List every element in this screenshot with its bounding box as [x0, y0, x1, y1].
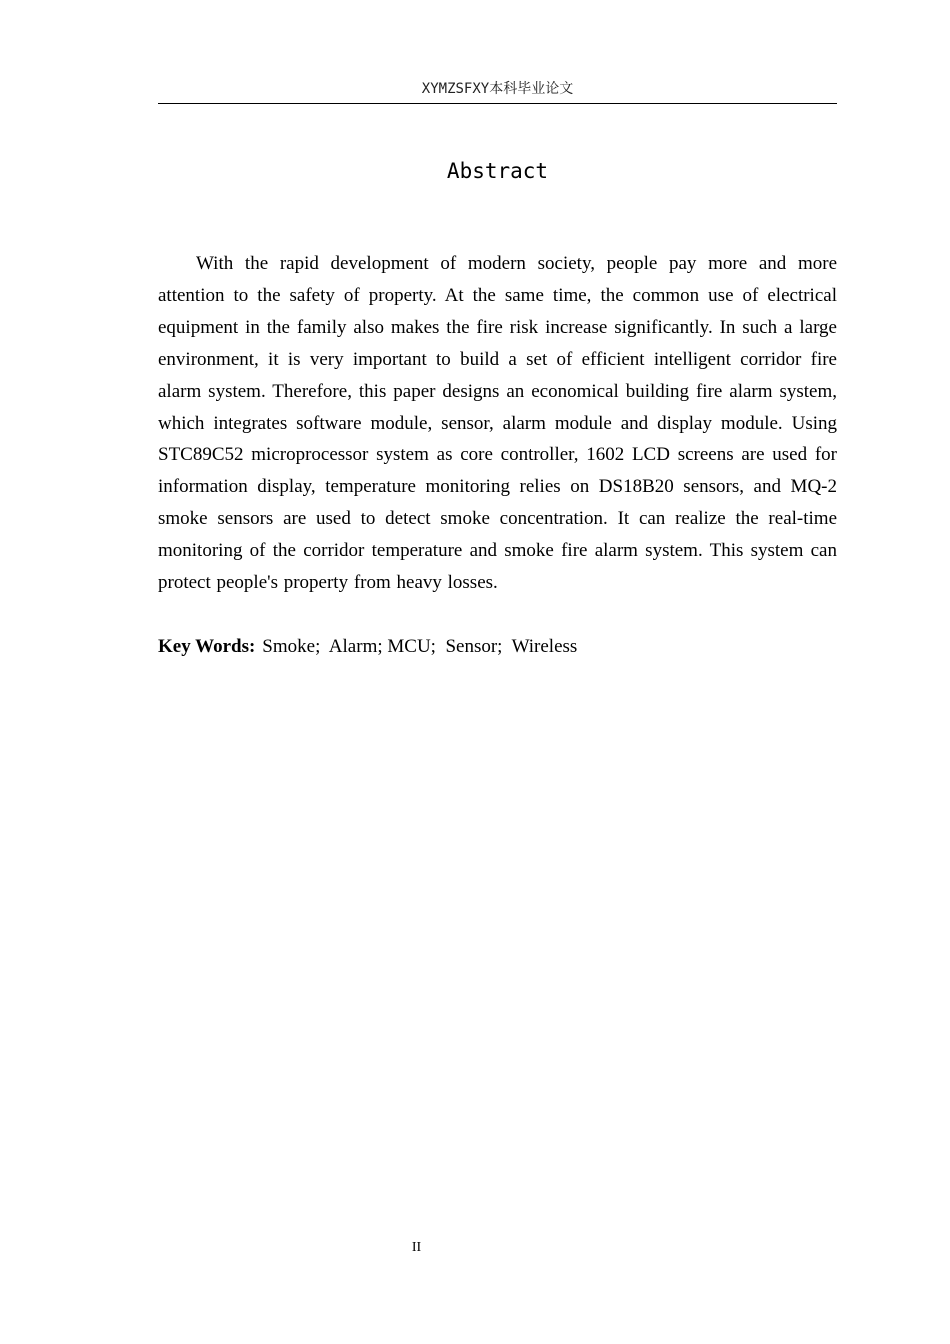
keywords-label: Key Words: [158, 636, 256, 657]
abstract-body: With the rapid development of modern society, people pay more and more attention to the safety of property. At the same time, the common use of electrical equipment in the family also makes the fire risk increase significantly. In such a large environment, it is very important to build a set of efficient intelligent corridor fire alarm system. Therefore, this paper designs an economical building fire alarm system, which integrates software module, sensor, alarm module and display module. Using STC89C52 microprocessor system as core controller, 1602 LCD screens are used for information display, temperature monitoring relies on DS18B20 sensors, and MQ-2 smoke sensors are used to detect smoke concentration. It can realize the real-time monitoring of the corridor temperature and smoke fire alarm system. This system can protect people's property from heavy losses. [158, 253, 837, 594]
abstract-title [158, 156, 837, 186]
abstract-title-text: Abstract [446, 159, 549, 183]
header-rule [158, 103, 837, 104]
keywords-list: Smoke; Alarm; MCU; Sensor; Wireless [262, 636, 578, 657]
page-header: XYMZSFXY本科毕业论文 [421, 81, 574, 97]
keywords-line [158, 631, 837, 663]
page-number: II [411, 1240, 422, 1255]
